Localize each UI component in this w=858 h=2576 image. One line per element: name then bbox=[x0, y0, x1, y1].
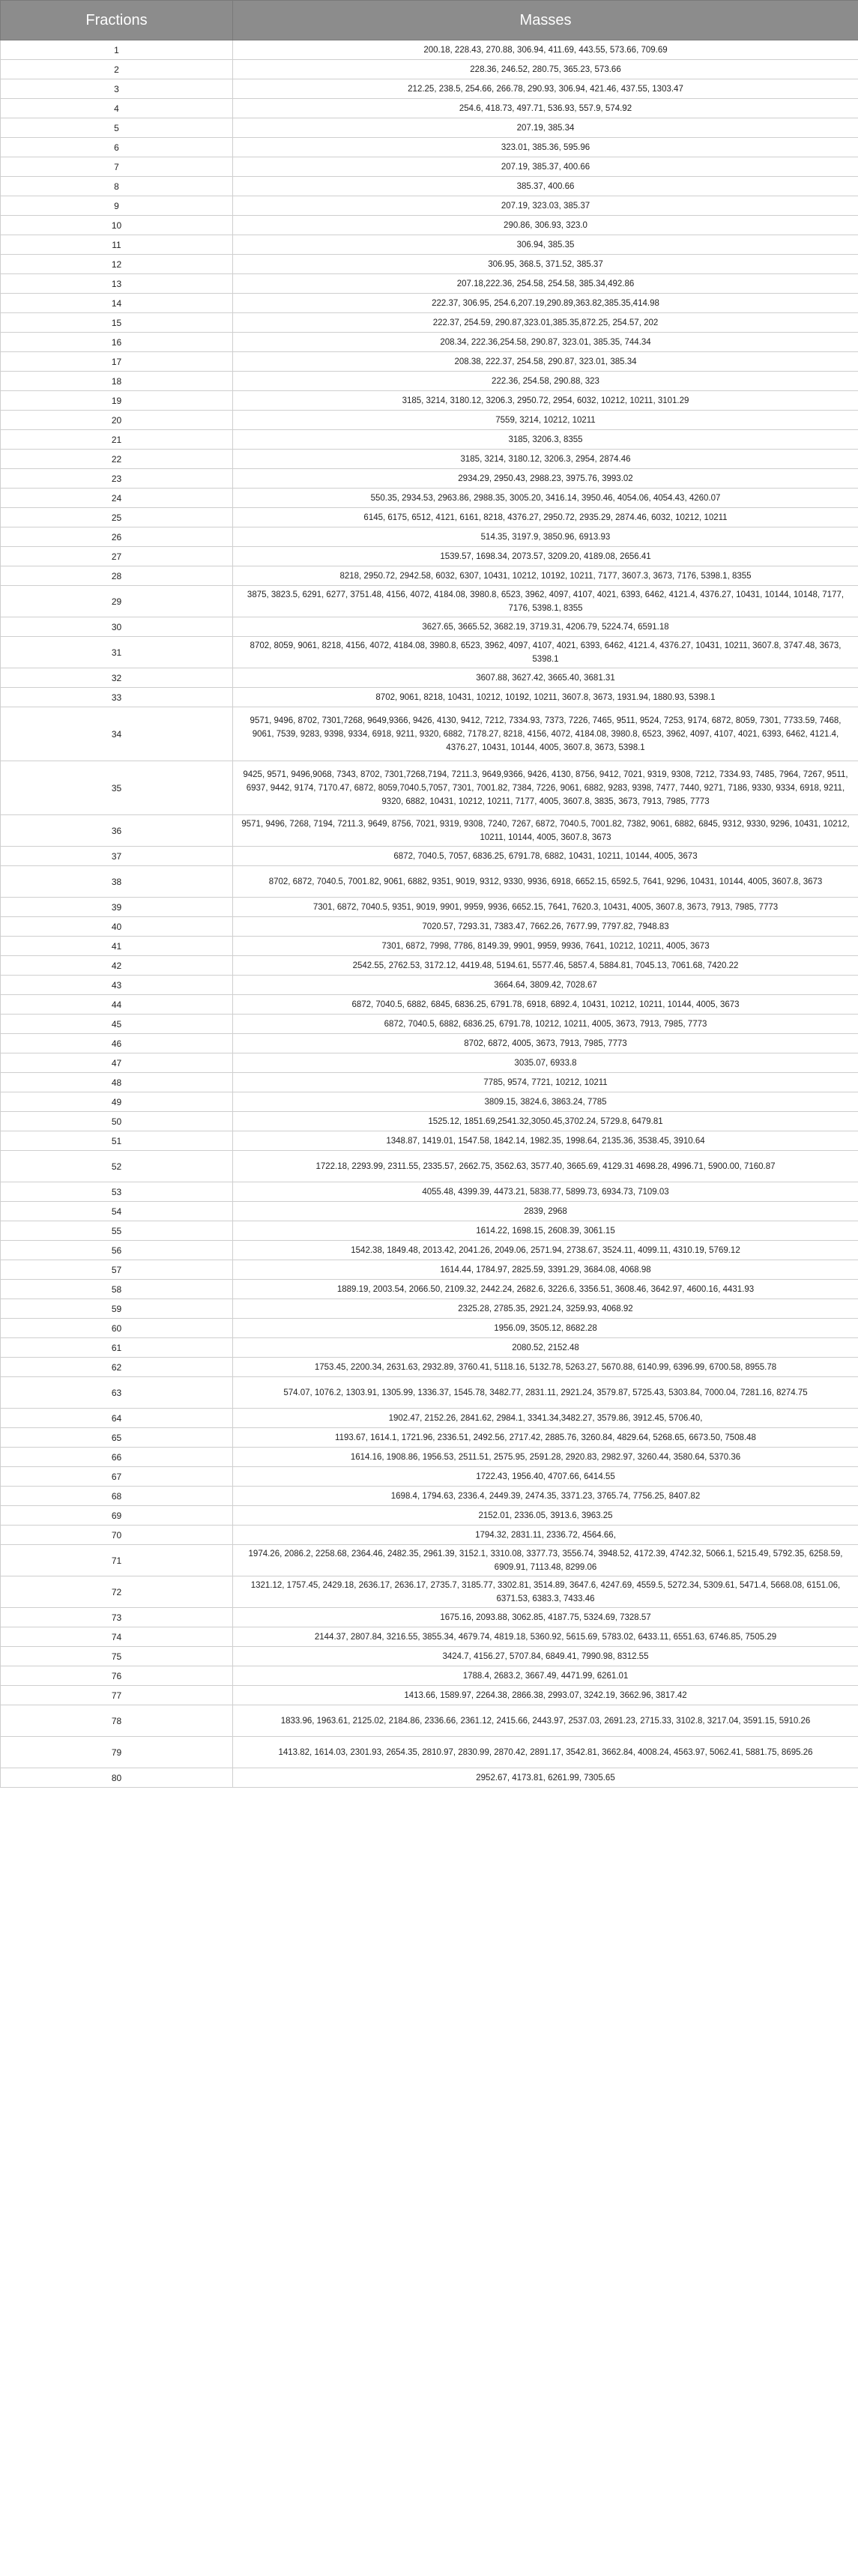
fraction-cell: 68 bbox=[1, 1487, 233, 1506]
fraction-cell: 20 bbox=[1, 411, 233, 430]
masses-cell: 8702, 6872, 7040.5, 7001.82, 9061, 6882, 9351, 9019, 9312, 9330, 9936, 6918, 6652.15, 6592.5, 7641, 9296, 10431, 10144, 4005, 3607.8, 3673 bbox=[233, 866, 858, 898]
masses-cell: 3627.65, 3665.52, 3682.19, 3719.31, 4206.79, 5224.74, 6591.18 bbox=[233, 617, 858, 637]
fraction-cell: 35 bbox=[1, 761, 233, 815]
masses-cell: 1614.16, 1908.86, 1956.53, 2511.51, 2575.95, 2591.28, 2920.83, 2982.97, 3260.44, 3580.64, 5370.36 bbox=[233, 1448, 858, 1467]
table-row bbox=[1, 1202, 858, 1221]
fraction-cell: 8 bbox=[1, 177, 233, 196]
table-row bbox=[1, 586, 858, 617]
fraction-cell: 24 bbox=[1, 489, 233, 508]
fraction-cell: 53 bbox=[1, 1182, 233, 1202]
fraction-cell: 48 bbox=[1, 1073, 233, 1092]
masses-cell: 6145, 6175, 6512, 4121, 6161, 8218, 4376.27, 2950.72, 2935.29, 2874.46, 6032, 10212, 10211 bbox=[233, 508, 858, 527]
masses-cell: 1956.09, 3505.12, 8682.28 bbox=[233, 1319, 858, 1338]
header-fractions: Fractions bbox=[1, 1, 233, 40]
table-row bbox=[1, 1182, 858, 1202]
table-row bbox=[1, 956, 858, 976]
fraction-cell: 37 bbox=[1, 847, 233, 866]
fraction-cell: 22 bbox=[1, 450, 233, 469]
fraction-cell: 2 bbox=[1, 60, 233, 79]
fraction-cell: 63 bbox=[1, 1377, 233, 1409]
table-row bbox=[1, 216, 858, 235]
fraction-cell: 14 bbox=[1, 294, 233, 313]
fraction-cell: 62 bbox=[1, 1358, 233, 1377]
masses-cell: 9571, 9496, 8702, 7301,7268, 9649,9366, 9426, 4130, 9412, 7212, 7334.93, 7373, 7226, 7465, 9511, 9524, 7253, 9174, 6872, 8059, 7301, 7733.59, 7468, 9061, 7539, 9283, 9398, 9334, 6918, 9211, 9320, 6882, 7178.27, 8218, 4156, 4072, 4184.08, 3980.8, 6523, 3962, 4097, 4107, 4021, 6393, 6462, 4121.4, 4376.27, 10431, 10144, 4005, 3607.8, 3673, 5398.1 bbox=[233, 707, 858, 761]
fraction-cell: 54 bbox=[1, 1202, 233, 1221]
table-row bbox=[1, 1092, 858, 1112]
masses-cell: 1902.47, 2152.26, 2841.62, 2984.1, 3341.34,3482.27, 3579.86, 3912.45, 5706.40, bbox=[233, 1409, 858, 1428]
table-row bbox=[1, 1377, 858, 1409]
masses-cell: 1722.43, 1956.40, 4707.66, 6414.55 bbox=[233, 1467, 858, 1487]
table-row bbox=[1, 1448, 858, 1467]
fraction-cell: 6 bbox=[1, 138, 233, 157]
table-row bbox=[1, 1467, 858, 1487]
fraction-cell: 75 bbox=[1, 1647, 233, 1666]
masses-cell: 2542.55, 2762.53, 3172.12, 4419.48, 5194.61, 5577.46, 5857.4, 5884.81, 7045.13, 7061.68, 7420.22 bbox=[233, 956, 858, 976]
table-row bbox=[1, 1034, 858, 1053]
table-row bbox=[1, 1768, 858, 1788]
table-row bbox=[1, 688, 858, 707]
fraction-cell: 15 bbox=[1, 313, 233, 333]
masses-cell: 1698.4, 1794.63, 2336.4, 2449.39, 2474.35, 3371.23, 3765.74, 7756.25, 8407.82 bbox=[233, 1487, 858, 1506]
table-row bbox=[1, 450, 858, 469]
fraction-cell: 41 bbox=[1, 937, 233, 956]
masses-cell: 1614.44, 1784.97, 2825.59, 3391.29, 3684.08, 4068.98 bbox=[233, 1260, 858, 1280]
table-row bbox=[1, 274, 858, 294]
table-row bbox=[1, 898, 858, 917]
fraction-cell: 45 bbox=[1, 1015, 233, 1034]
table-row bbox=[1, 235, 858, 255]
table-row bbox=[1, 313, 858, 333]
table-row bbox=[1, 815, 858, 847]
fraction-cell: 55 bbox=[1, 1221, 233, 1241]
fraction-cell: 40 bbox=[1, 917, 233, 937]
table-row bbox=[1, 866, 858, 898]
table-row bbox=[1, 847, 858, 866]
masses-cell: 3035.07, 6933.8 bbox=[233, 1053, 858, 1073]
fraction-cell: 30 bbox=[1, 617, 233, 637]
table-row bbox=[1, 1705, 858, 1737]
table-row bbox=[1, 40, 858, 60]
masses-cell: 290.86, 306.93, 323.0 bbox=[233, 216, 858, 235]
masses-cell: 207.19, 385.34 bbox=[233, 118, 858, 138]
fraction-cell: 3 bbox=[1, 79, 233, 99]
fraction-cell: 58 bbox=[1, 1280, 233, 1299]
masses-cell: 574.07, 1076.2, 1303.91, 1305.99, 1336.37, 1545.78, 3482.77, 2831.11, 2921.24, 3579.87, 5725.43, 5303.84, 7000.04, 7281.16, 8274.75 bbox=[233, 1377, 858, 1409]
table-row bbox=[1, 937, 858, 956]
table-row bbox=[1, 177, 858, 196]
table-row bbox=[1, 1666, 858, 1686]
fraction-cell: 47 bbox=[1, 1053, 233, 1073]
table-row bbox=[1, 637, 858, 668]
masses-cell: 7785, 9574, 7721, 10212, 10211 bbox=[233, 1073, 858, 1092]
fraction-cell: 28 bbox=[1, 566, 233, 586]
table-row bbox=[1, 255, 858, 274]
masses-cell: 1675.16, 2093.88, 3062.85, 4187.75, 5324.69, 7328.57 bbox=[233, 1608, 858, 1627]
table-row bbox=[1, 1338, 858, 1358]
table-row bbox=[1, 1409, 858, 1428]
masses-cell: 385.37, 400.66 bbox=[233, 177, 858, 196]
masses-cell: 8218, 2950.72, 2942.58, 6032, 6307, 10431, 10212, 10192, 10211, 7177, 3607.3, 3673, 7176, 5398.1, 8355 bbox=[233, 566, 858, 586]
table-row bbox=[1, 1015, 858, 1034]
fraction-cell: 44 bbox=[1, 995, 233, 1015]
fraction-cell: 56 bbox=[1, 1241, 233, 1260]
fraction-cell: 26 bbox=[1, 527, 233, 547]
masses-cell: 3424.7, 4156.27, 5707.84, 6849.41, 7990.98, 8312.55 bbox=[233, 1647, 858, 1666]
masses-cell: 1413.82, 1614.03, 2301.93, 2654.35, 2810.97, 2830.99, 2870.42, 2891.17, 3542.81, 3662.84, 4008.24, 4563.97, 5062.41, 5881.75, 8695.26 bbox=[233, 1737, 858, 1768]
masses-cell: 2144.37, 2807.84, 3216.55, 3855.34, 4679.74, 4819.18, 5360.92, 5615.69, 5783.02, 6433.11, 6551.63, 6746.85, 7505.29 bbox=[233, 1627, 858, 1647]
masses-cell: 3185, 3214, 3180.12, 3206.3, 2954, 2874.46 bbox=[233, 450, 858, 469]
fraction-cell: 74 bbox=[1, 1627, 233, 1647]
fraction-cell: 19 bbox=[1, 391, 233, 411]
table-row bbox=[1, 138, 858, 157]
masses-cell: 1321.12, 1757.45, 2429.18, 2636.17, 2636.17, 2735.7, 3185.77, 3302.81, 3514.89, 3647.6, 4247.69, 4559.5, 5272.34, 5309.61, 5471.4, 5668.08, 6151.06, 6371.53, 6383.3, 7433.46 bbox=[233, 1576, 858, 1608]
table-row bbox=[1, 976, 858, 995]
table-row bbox=[1, 196, 858, 216]
table-row bbox=[1, 547, 858, 566]
masses-cell: 8702, 9061, 8218, 10431, 10212, 10192, 10211, 3607.8, 3673, 1931.94, 1880.93, 5398.1 bbox=[233, 688, 858, 707]
fraction-cell: 52 bbox=[1, 1151, 233, 1182]
table-row bbox=[1, 1241, 858, 1260]
fraction-cell: 49 bbox=[1, 1092, 233, 1112]
masses-cell: 6872, 7040.5, 6882, 6836.25, 6791.78, 10212, 10211, 4005, 3673, 7913, 7985, 7773 bbox=[233, 1015, 858, 1034]
masses-cell: 1753.45, 2200.34, 2631.63, 2932.89, 3760.41, 5118.16, 5132.78, 5263.27, 5670.88, 6140.99, 6396.99, 6700.58, 8955.78 bbox=[233, 1358, 858, 1377]
masses-cell: 2152.01, 2336.05, 3913.6, 3963.25 bbox=[233, 1506, 858, 1526]
fraction-cell: 80 bbox=[1, 1768, 233, 1788]
masses-cell: 323.01, 385.36, 595.96 bbox=[233, 138, 858, 157]
masses-cell: 8702, 6872, 4005, 3673, 7913, 7985, 7773 bbox=[233, 1034, 858, 1053]
masses-cell: 306.95, 368.5, 371.52, 385.37 bbox=[233, 255, 858, 274]
table-row bbox=[1, 60, 858, 79]
masses-cell: 8702, 8059, 9061, 8218, 4156, 4072, 4184.08, 3980.8, 6523, 3962, 4097, 4107, 4021, 6393, 6462, 4121.4, 4376.27, 10431, 10211, 3607.8, 3747.48, 3673, 5398.1 bbox=[233, 637, 858, 668]
masses-cell: 1794.32, 2831.11, 2336.72, 4564.66, bbox=[233, 1526, 858, 1545]
masses-cell: 514.35, 3197.9, 3850.96, 6913.93 bbox=[233, 527, 858, 547]
table-row bbox=[1, 1526, 858, 1545]
masses-cell: 228.36, 246.52, 280.75, 365.23, 573.66 bbox=[233, 60, 858, 79]
table-row bbox=[1, 430, 858, 450]
fraction-cell: 71 bbox=[1, 1545, 233, 1576]
masses-cell: 208.38, 222.37, 254.58, 290.87, 323.01, 385.34 bbox=[233, 352, 858, 372]
masses-cell: 207.19, 323.03, 385.37 bbox=[233, 196, 858, 216]
table-row bbox=[1, 1260, 858, 1280]
table-row bbox=[1, 1299, 858, 1319]
table-row bbox=[1, 1428, 858, 1448]
header-masses: Masses bbox=[233, 1, 858, 40]
header-row bbox=[1, 1, 858, 40]
table-row bbox=[1, 411, 858, 430]
masses-cell: 1542.38, 1849.48, 2013.42, 2041.26, 2049.06, 2571.94, 2738.67, 3524.11, 4099.11, 4310.19, 5769.12 bbox=[233, 1241, 858, 1260]
fraction-cell: 4 bbox=[1, 99, 233, 118]
masses-cell: 6872, 7040.5, 7057, 6836.25, 6791.78, 6882, 10431, 10211, 10144, 4005, 3673 bbox=[233, 847, 858, 866]
table-row bbox=[1, 372, 858, 391]
fraction-cell: 7 bbox=[1, 157, 233, 177]
fraction-cell: 32 bbox=[1, 668, 233, 688]
masses-cell: 3875, 3823.5, 6291, 6277, 3751.48, 4156, 4072, 4184.08, 3980.8, 6523, 3962, 4097, 4107, 4021, 6393, 6462, 4121.4, 4376.27, 10431, 10144, 10148, 7177, 7176, 5398.1, 8355 bbox=[233, 586, 858, 617]
fraction-cell: 78 bbox=[1, 1705, 233, 1737]
table-row bbox=[1, 566, 858, 586]
masses-cell: 550.35, 2934.53, 2963.86, 2988.35, 3005.20, 3416.14, 3950.46, 4054.06, 4054.43, 4260.07 bbox=[233, 489, 858, 508]
table-row bbox=[1, 1112, 858, 1131]
fraction-cell: 67 bbox=[1, 1467, 233, 1487]
fraction-cell: 21 bbox=[1, 430, 233, 450]
fraction-cell: 5 bbox=[1, 118, 233, 138]
masses-cell: 2839, 2968 bbox=[233, 1202, 858, 1221]
masses-cell: 208.34, 222.36,254.58, 290.87, 323.01, 385.35, 744.34 bbox=[233, 333, 858, 352]
fraction-cell: 69 bbox=[1, 1506, 233, 1526]
fraction-cell: 36 bbox=[1, 815, 233, 847]
masses-cell: 7301, 6872, 7040.5, 9351, 9019, 9901, 9959, 9936, 6652.15, 7641, 7620.3, 10431, 4005, 3607.8, 3673, 7913, 7985, 7773 bbox=[233, 898, 858, 917]
fraction-cell: 23 bbox=[1, 469, 233, 489]
fraction-cell: 61 bbox=[1, 1338, 233, 1358]
masses-cell: 7020.57, 7293.31, 7383.47, 7662.26, 7677.99, 7797.82, 7948.83 bbox=[233, 917, 858, 937]
fraction-cell: 33 bbox=[1, 688, 233, 707]
table-row bbox=[1, 391, 858, 411]
fraction-cell: 66 bbox=[1, 1448, 233, 1467]
fraction-cell: 16 bbox=[1, 333, 233, 352]
masses-cell: 1788.4, 2683.2, 3667.49, 4471.99, 6261.01 bbox=[233, 1666, 858, 1686]
masses-cell: 222.37, 306.95, 254.6,207.19,290.89,363.82,385.35,414.98 bbox=[233, 294, 858, 313]
fraction-cell: 17 bbox=[1, 352, 233, 372]
fraction-cell: 42 bbox=[1, 956, 233, 976]
masses-cell: 207.19, 385.37, 400.66 bbox=[233, 157, 858, 177]
fraction-cell: 12 bbox=[1, 255, 233, 274]
fraction-cell: 73 bbox=[1, 1608, 233, 1627]
masses-cell: 222.37, 254.59, 290.87,323.01,385.35,872.25, 254.57, 202 bbox=[233, 313, 858, 333]
fraction-cell: 72 bbox=[1, 1576, 233, 1608]
fraction-cell: 46 bbox=[1, 1034, 233, 1053]
fraction-cell: 31 bbox=[1, 637, 233, 668]
table-row bbox=[1, 1627, 858, 1647]
masses-cell: 7301, 6872, 7998, 7786, 8149.39, 9901, 9959, 9936, 7641, 10212, 10211, 4005, 3673 bbox=[233, 937, 858, 956]
table-row bbox=[1, 508, 858, 527]
masses-cell: 1539.57, 1698.34, 2073.57, 3209.20, 4189.08, 2656.41 bbox=[233, 547, 858, 566]
table-row bbox=[1, 1487, 858, 1506]
table-row bbox=[1, 668, 858, 688]
fraction-cell: 13 bbox=[1, 274, 233, 294]
fraction-cell: 76 bbox=[1, 1666, 233, 1686]
fraction-cell: 18 bbox=[1, 372, 233, 391]
masses-cell: 3809.15, 3824.6, 3863.24, 7785 bbox=[233, 1092, 858, 1112]
fraction-cell: 60 bbox=[1, 1319, 233, 1338]
table-row bbox=[1, 1131, 858, 1151]
masses-cell: 9571, 9496, 7268, 7194, 7211.3, 9649, 8756, 7021, 9319, 9308, 7240, 7267, 6872, 7040.5, 7001.82, 7382, 9061, 6882, 6845, 9312, 9330, 9296, 10431, 10212, 10211, 10144, 4005, 3607.8, 3673 bbox=[233, 815, 858, 847]
table-row bbox=[1, 1151, 858, 1182]
masses-cell: 1889.19, 2003.54, 2066.50, 2109.32, 2442.24, 2682.6, 3226.6, 3356.51, 3608.46, 3642.97, 4600.16, 4431.93 bbox=[233, 1280, 858, 1299]
table-body bbox=[1, 40, 858, 1788]
masses-cell: 1722.18, 2293.99, 2311.55, 2335.57, 2662.75, 3562.63, 3577.40, 3665.69, 4129.31 4698.28, 4996.71, 5900.00, 7160.87 bbox=[233, 1151, 858, 1182]
table-row bbox=[1, 99, 858, 118]
masses-cell: 1193.67, 1614.1, 1721.96, 2336.51, 2492.56, 2717.42, 2885.76, 3260.84, 4829.64, 5268.65, 6673.50, 7508.48 bbox=[233, 1428, 858, 1448]
table-row bbox=[1, 1053, 858, 1073]
table-row bbox=[1, 1608, 858, 1627]
masses-cell: 9425, 9571, 9496,9068, 7343, 8702, 7301,7268,7194, 7211.3, 9649,9366, 9426, 4130, 8756, 9412, 7021, 9319, 9308, 7212, 7334.93, 7485, 7964, 7267, 9511, 6937, 9442, 9174, 7170.47, 6872, 8059,7040.5,7057, 7301, 7001.82, 7384, 7226, 9061, 6882, 9283, 9398, 7477, 7440, 9271, 7186, 9330, 9334, 6918, 9211, 9320, 6882, 10431, 10212, 10211, 7177, 4005, 3607.8, 3835, 3673, 7913, 7985, 7773 bbox=[233, 761, 858, 815]
masses-cell: 3185, 3206.3, 8355 bbox=[233, 430, 858, 450]
fraction-cell: 50 bbox=[1, 1112, 233, 1131]
table-row bbox=[1, 79, 858, 99]
table-row bbox=[1, 469, 858, 489]
table-row bbox=[1, 1506, 858, 1526]
masses-cell: 3185, 3214, 3180.12, 3206.3, 2950.72, 2954, 6032, 10212, 10211, 3101.29 bbox=[233, 391, 858, 411]
masses-cell: 2952.67, 4173.81, 6261.99, 7305.65 bbox=[233, 1768, 858, 1788]
masses-cell: 222.36, 254.58, 290.88, 323 bbox=[233, 372, 858, 391]
fraction-cell: 29 bbox=[1, 586, 233, 617]
table-row bbox=[1, 489, 858, 508]
masses-cell: 1525.12, 1851.69,2541.32,3050.45,3702.24, 5729.8, 6479.81 bbox=[233, 1112, 858, 1131]
table-row bbox=[1, 118, 858, 138]
masses-cell: 3664.64, 3809.42, 7028.67 bbox=[233, 976, 858, 995]
masses-cell: 3607.88, 3627.42, 3665.40, 3681.31 bbox=[233, 668, 858, 688]
fraction-cell: 79 bbox=[1, 1737, 233, 1768]
fraction-cell: 57 bbox=[1, 1260, 233, 1280]
masses-cell: 1348.87, 1419.01, 1547.58, 1842.14, 1982.35, 1998.64, 2135.36, 3538.45, 3910.64 bbox=[233, 1131, 858, 1151]
table-row bbox=[1, 1280, 858, 1299]
table-row bbox=[1, 917, 858, 937]
table-row bbox=[1, 995, 858, 1015]
masses-cell: 2934.29, 2950.43, 2988.23, 3975.76, 3993.02 bbox=[233, 469, 858, 489]
table-row bbox=[1, 1737, 858, 1768]
masses-cell: 1833.96, 1963.61, 2125.02, 2184.86, 2336.66, 2361.12, 2415.66, 2443.97, 2537.03, 2691.23, 2715.33, 3102.8, 3217.04, 3591.15, 5910.26 bbox=[233, 1705, 858, 1737]
masses-cell: 1974.26, 2086.2, 2258.68, 2364.46, 2482.35, 2961.39, 3152.1, 3310.08, 3377.73, 3556.74, 3948.52, 4172.39, 4742.32, 5066.1, 5215.49, 5792.35, 6258.59, 6909.91, 7113.48, 8299.06 bbox=[233, 1545, 858, 1576]
masses-cell: 207.18,222.36, 254.58, 254.58, 385.34,492.86 bbox=[233, 274, 858, 294]
masses-cell: 212.25, 238.5, 254.66, 266.78, 290.93, 306.94, 421.46, 437.55, 1303.47 bbox=[233, 79, 858, 99]
masses-cell: 1413.66, 1589.97, 2264.38, 2866.38, 2993.07, 3242.19, 3662.96, 3817.42 bbox=[233, 1686, 858, 1705]
masses-cell: 1614.22, 1698.15, 2608.39, 3061.15 bbox=[233, 1221, 858, 1241]
fraction-cell: 51 bbox=[1, 1131, 233, 1151]
masses-cell: 200.18, 228.43, 270.88, 306.94, 411.69, 443.55, 573.66, 709.69 bbox=[233, 40, 858, 60]
fraction-cell: 65 bbox=[1, 1428, 233, 1448]
table-row bbox=[1, 1576, 858, 1608]
fraction-cell: 59 bbox=[1, 1299, 233, 1319]
fraction-cell: 25 bbox=[1, 508, 233, 527]
fraction-cell: 39 bbox=[1, 898, 233, 917]
fraction-cell: 70 bbox=[1, 1526, 233, 1545]
table-row bbox=[1, 352, 858, 372]
table-row bbox=[1, 617, 858, 637]
table-row bbox=[1, 1686, 858, 1705]
fraction-cell: 64 bbox=[1, 1409, 233, 1428]
fraction-cell: 77 bbox=[1, 1686, 233, 1705]
fraction-cell: 34 bbox=[1, 707, 233, 761]
table-row bbox=[1, 1073, 858, 1092]
table-row bbox=[1, 157, 858, 177]
table-row bbox=[1, 761, 858, 815]
fraction-cell: 11 bbox=[1, 235, 233, 255]
fraction-cell: 10 bbox=[1, 216, 233, 235]
fraction-cell: 43 bbox=[1, 976, 233, 995]
table-row bbox=[1, 1221, 858, 1241]
table-row bbox=[1, 1358, 858, 1377]
masses-cell: 6872, 7040.5, 6882, 6845, 6836.25, 6791.78, 6918, 6892.4, 10431, 10212, 10211, 10144, 4005, 3673 bbox=[233, 995, 858, 1015]
fraction-cell: 27 bbox=[1, 547, 233, 566]
masses-cell: 2080.52, 2152.48 bbox=[233, 1338, 858, 1358]
table-row bbox=[1, 294, 858, 313]
table-row bbox=[1, 333, 858, 352]
masses-cell: 7559, 3214, 10212, 10211 bbox=[233, 411, 858, 430]
masses-cell: 306.94, 385.35 bbox=[233, 235, 858, 255]
table-row bbox=[1, 1545, 858, 1576]
fraction-cell: 38 bbox=[1, 866, 233, 898]
fraction-cell: 9 bbox=[1, 196, 233, 216]
table-row bbox=[1, 707, 858, 761]
fraction-cell: 1 bbox=[1, 40, 233, 60]
table-row bbox=[1, 527, 858, 547]
table-row bbox=[1, 1319, 858, 1338]
masses-cell: 254.6, 418.73, 497.71, 536.93, 557.9, 574.92 bbox=[233, 99, 858, 118]
masses-cell: 4055.48, 4399.39, 4473.21, 5838.77, 5899.73, 6934.73, 7109.03 bbox=[233, 1182, 858, 1202]
table-row bbox=[1, 1647, 858, 1666]
masses-cell: 2325.28, 2785.35, 2921.24, 3259.93, 4068.92 bbox=[233, 1299, 858, 1319]
